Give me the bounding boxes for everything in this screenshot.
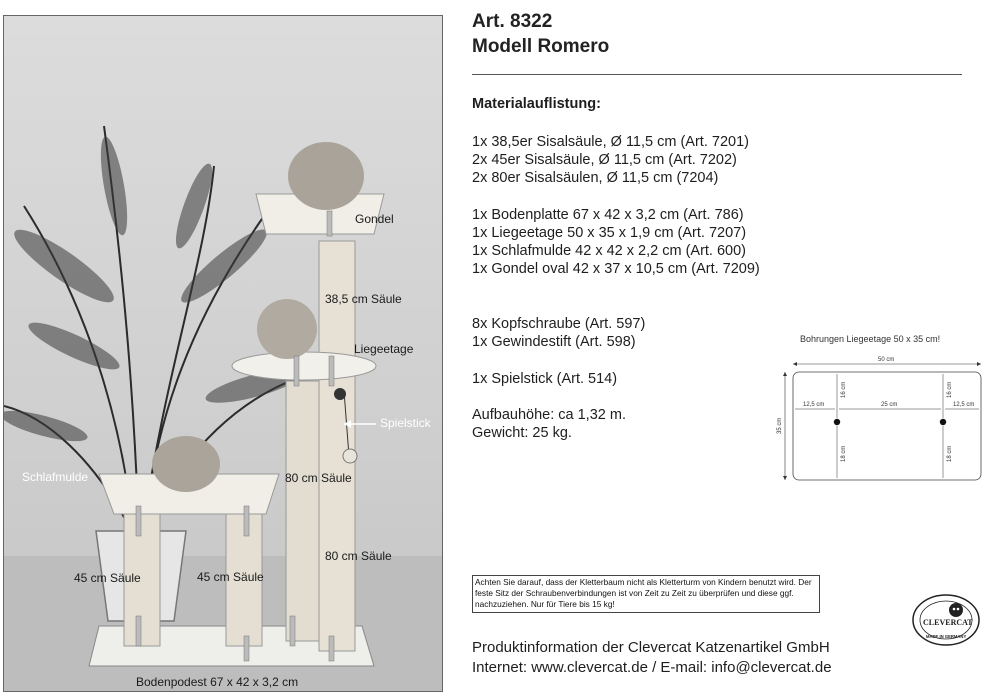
materials-heading: Materialauflistung: [472,96,601,112]
header-divider [472,74,962,75]
logo-brand: CLEVERCAT [923,618,973,627]
dim-bottom-right: 18 cm [947,445,953,462]
material-line: 1x Gewindestift (Art. 598) [472,334,636,350]
lying-platform [232,352,376,380]
label-bodenpodest: Bodenpodest 67 x 42 x 3,2 cm [136,675,299,689]
material-line: 2x 45er Sisalsäule, Ø 11,5 cm (Art. 7202) [472,152,737,168]
dim-width: 50 cm [878,357,895,363]
label-post-38: 38,5 cm Säule [325,292,402,306]
diagram-title: Bohrungen Liegeetage 50 x 35 cm! [800,334,941,344]
dim-left-margin: 12,5 cm [803,402,825,408]
label-schlafmulde: Schlafmulde [22,470,89,484]
weight: Gewicht: 25 kg. [472,425,572,441]
drill-hole-right [940,419,946,425]
label-post-80-b: 80 cm Säule [325,549,392,563]
material-line: 1x Schlafmulde 42 x 42 x 2,2 cm (Art. 600) [472,243,747,259]
safety-notice: Achten Sie darauf, dass der Kletterbaum nicht als Kletterturm von Kindern benutzt wird. Der feste Sitz der Schraubenverbindungen ist von Zeit zu Zeit zu überprüfen und diese ggf. nachzuziehen. Nur für Tiere bis 15 kg! [472,575,820,613]
dim-top-right: 16 cm [947,381,953,398]
post-80-a [286,381,320,641]
dim-height: 35 cm [777,417,783,434]
cat-top [288,142,364,210]
footer-company: Produktinformation der Clevercat Katzenartikel GmbH [472,639,830,656]
label-post-45-a: 45 cm Säule [74,571,141,585]
dim-spacing: 25 cm [881,402,898,408]
material-line: 1x Liegeetage 50 x 35 x 1,9 cm (Art. 7207) [472,225,747,241]
cat-head-icon [949,603,963,617]
clevercat-logo [910,590,982,650]
cat-middle [257,299,317,359]
material-line: 2x 80er Sisalsäulen, Ø 11,5 cm (7204) [472,170,719,186]
dim-top-left: 16 cm [841,381,847,398]
drill-diagram [775,352,987,484]
product-photo [3,15,443,692]
model-name: Modell Romero [472,36,610,57]
build-height: Aufbauhöhe: ca 1,32 m. [472,407,626,423]
label-gondel: Gondel [355,212,394,226]
dim-right-margin: 12,5 cm [953,402,975,408]
label-spielstick: Spielstick [380,416,431,430]
material-line: 8x Kopfschraube (Art. 597) [472,316,646,332]
label-post-80-a: 80 cm Säule [285,471,352,485]
material-line: 1x 38,5er Sisalsäule, Ø 11,5 cm (Art. 7201) [472,134,749,150]
cat-bottom [152,436,220,492]
material-line: 1x Bodenplatte 67 x 42 x 3,2 cm (Art. 786) [472,207,744,223]
article-number: Art. 8322 [472,11,553,32]
material-line: 1x Gondel oval 42 x 37 x 10,5 cm (Art. 7209) [472,261,760,277]
footer-contact: Internet: www.clevercat.de / E-mail: info@clevercat.de [472,659,832,676]
drill-hole-left [834,419,840,425]
material-line: 1x Spielstick (Art. 514) [472,371,618,387]
play-stick-ball [343,449,357,463]
label-post-45-b: 45 cm Säule [197,570,264,584]
label-liegeetage: Liegeetage [354,342,414,356]
logo-tagline: MADE IN GERMANY [926,634,967,639]
dim-bottom-left: 18 cm [841,445,847,462]
